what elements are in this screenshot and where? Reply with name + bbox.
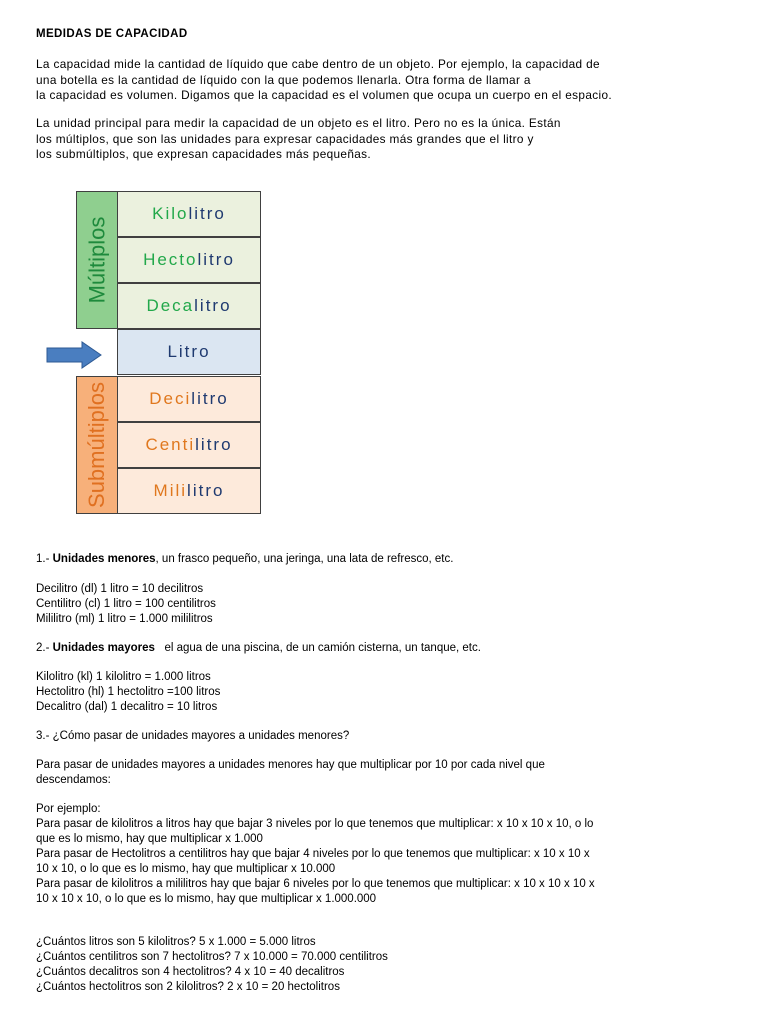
section-3-examples	[36, 802, 595, 907]
unit-hectolitro	[117, 237, 261, 283]
conversion-line: Decalitro (dal) 1 decalitro = 10 litros	[36, 701, 218, 713]
paragraph-line: Para pasar de unidades mayores a unidades menores hay que multiplicar por 10 por cada nivel que	[36, 759, 545, 771]
example-line: Para pasar de kilolitros a mililitros hay que bajar 6 niveles por lo que tenemos que multiplicar: x 10 x 10 x 10 x	[36, 878, 595, 890]
section-heading-rest: el agua de una piscina, de un camión cisterna, un tanque, etc.	[154, 642, 481, 654]
unit-kilolitro	[117, 191, 261, 237]
example-line: 10 x 10, o lo que es lo mismo, hay que multiplicar x 10.000	[36, 863, 336, 875]
unit-suffix: litro	[188, 204, 226, 223]
unit-mililitro	[117, 468, 261, 514]
section-heading-bold: Unidades mayores	[52, 642, 155, 654]
paragraph-line: descendamos:	[36, 774, 111, 786]
section-3-questions	[36, 935, 388, 995]
unit-base-label: Litro	[167, 342, 211, 361]
multiples-bracket	[76, 191, 118, 329]
section-heading-bold: Unidades menores	[52, 553, 156, 565]
example-line: que es lo mismo, hay que multiplicar x 1.000	[36, 833, 263, 845]
intro-line: los múltiplos, que son las unidades para expresar capacidades más grandes que el litro y	[36, 131, 534, 146]
intro-paragraph-2	[36, 116, 561, 163]
conversion-line: Decilitro (dl) 1 litro = 10 decilitros	[36, 583, 204, 595]
unit-centilitro	[117, 422, 261, 468]
example-line: Por ejemplo:	[36, 803, 101, 815]
section-2-lines	[36, 670, 220, 715]
conversion-line: Kilolitro (kl) 1 kilolitro = 1.000 litros	[36, 671, 211, 683]
section-1-heading	[36, 552, 453, 567]
unit-suffix: litro	[194, 296, 232, 315]
intro-paragraph-1	[36, 57, 612, 104]
section-heading-rest: , un frasco pequeño, una jeringa, una lata de refresco, etc.	[155, 553, 454, 565]
intro-line: La capacidad mide la cantidad de líquido que cabe dentro de un objeto. Por ejemplo, la capacidad de	[36, 57, 600, 71]
unit-litro	[117, 329, 261, 375]
section-3-paragraph	[36, 758, 545, 788]
conversion-line: Mililitro (ml) 1 litro = 1.000 mililitros	[36, 613, 213, 625]
example-line: 10 x 10 x 10, o lo que es lo mismo, hay que multiplicar x 1.000.000	[36, 893, 377, 905]
unit-suffix: litro	[187, 481, 225, 500]
unit-suffix: litro	[191, 389, 229, 408]
conversion-line: Hectolitro (hl) 1 hectolitro =100 litros	[36, 686, 221, 698]
right-arrow-icon	[46, 341, 102, 369]
unit-prefix: Mili	[153, 481, 188, 500]
unit-prefix: Deci	[149, 389, 192, 408]
unit-prefix: Centi	[145, 435, 196, 454]
submultiples-bracket	[76, 376, 118, 514]
question-line: ¿Cuántos centilitros son 7 hectolitros? 7 x 10.000 = 70.000 centilitros	[36, 951, 388, 963]
intro-line: La unidad principal para medir la capacidad de un objeto es el litro. Pero no es la única. Están	[36, 116, 561, 130]
question-line: ¿Cuántos litros son 5 kilolitros? 5 x 1.000 = 5.000 litros	[36, 936, 316, 948]
section-2-heading	[36, 641, 481, 656]
example-line: Para pasar de kilolitros a litros hay que bajar 3 niveles por lo que tenemos que multiplicar: x 10 x 10 x 10, o lo	[36, 818, 594, 830]
unit-prefix: Hecto	[143, 250, 198, 269]
unit-suffix: litro	[197, 250, 235, 269]
conversion-line: Centilitro (cl) 1 litro = 100 centilitros	[36, 598, 216, 610]
unit-decalitro	[117, 283, 261, 329]
page-title: MEDIDAS DE CAPACIDAD	[36, 28, 188, 40]
intro-line: una botella es la cantidad de líquido con la que podemos llenarla. Otra forma de llamar a	[36, 72, 531, 87]
intro-line: la capacidad es volumen. Digamos que la capacidad es el volumen que ocupa un cuerpo en el espacio.	[36, 88, 612, 102]
question-line: ¿Cuántos decalitros son 4 hectolitros? 4 x 10 = 40 decalitros	[36, 966, 345, 978]
section-1-lines	[36, 582, 216, 627]
intro-line: los submúltiplos, que expresan capacidades más pequeñas.	[36, 147, 372, 161]
question-line: ¿Cuántos hectolitros son 2 kilolitros? 2 x 10 = 20 hectolitros	[36, 981, 340, 993]
unit-prefix: Deca	[146, 296, 195, 315]
example-line: Para pasar de Hectolitros a centilitros hay que bajar 4 niveles por lo que tenemos que multiplicar: x 10 x 10 x	[36, 848, 590, 860]
section-3-heading: 3.- ¿Cómo pasar de unidades mayores a unidades menores?	[36, 730, 350, 742]
unit-prefix: Kilo	[152, 204, 189, 223]
multiples-label: Múltiplos	[84, 216, 109, 304]
unit-suffix: litro	[195, 435, 233, 454]
section-number: 2.-	[36, 642, 53, 654]
submultiples-label: Submúltiplos	[84, 382, 110, 508]
unit-decilitro	[117, 376, 261, 422]
section-number: 1.-	[36, 553, 53, 565]
